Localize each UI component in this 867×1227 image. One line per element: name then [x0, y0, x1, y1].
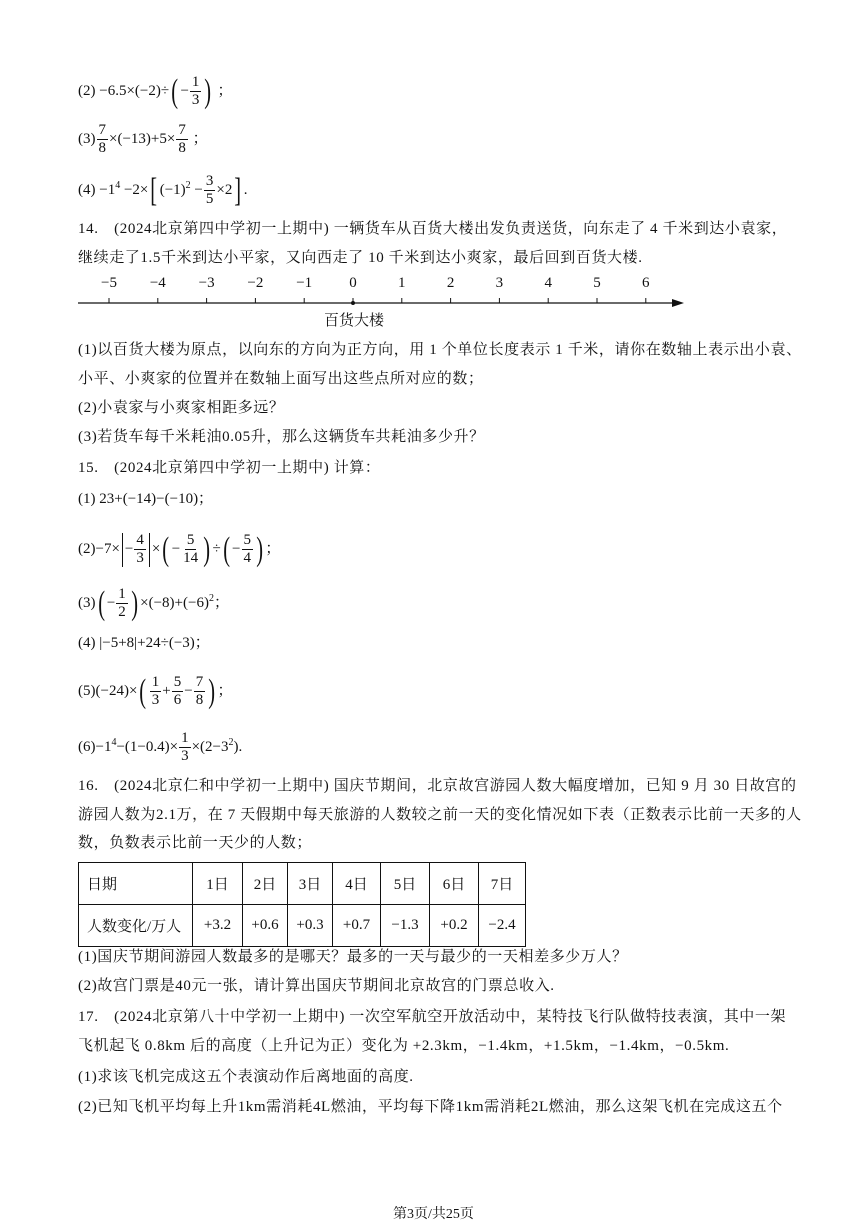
q15-part6: $(6)-1^4-(1-0.4)\times$ $\frac{1}{3}$ $\times(2-3^2)$.: [78, 730, 243, 764]
table-cell: +3.2: [193, 905, 243, 947]
axis-tick-label: 6: [642, 275, 650, 291]
table-cell: 5日: [381, 863, 430, 905]
table-header-cell: 日期: [79, 863, 193, 905]
q15-part5: (5)(−24)×( $\frac{1}{3}$ + $\frac{5}{6}$ − $\frac{7}{8}$ ) ；: [78, 672, 233, 710]
visitor-change-table: [78, 862, 526, 947]
axis-tick-label: −1: [296, 275, 313, 291]
q14-stem-line2: 继续走了1.5千米到达小平家，又向西走了 10 千米到达小爽家，最后回到百货大楼.: [78, 250, 643, 266]
table-cell: +0.2: [430, 905, 479, 947]
q15-part3: (3)( − $\frac{1}{2}$ ) $\times(-8)+(-6)^2$；: [78, 584, 229, 622]
page-number: 第3页/共25页: [393, 1207, 474, 1222]
q13-part3: (3) $\frac{7}{8}$ ×(−13)+5× $\frac{7}{8}$ ；: [78, 122, 208, 156]
table-cell: 2日: [243, 863, 288, 905]
table-cell: −2.4: [479, 905, 526, 947]
axis-tick-label: −2: [247, 275, 264, 291]
axis-tick-label: 5: [593, 275, 601, 291]
axis-tick-label: 3: [495, 275, 504, 291]
number-line: [0, 275, 867, 330]
table-cell: 4日: [333, 863, 381, 905]
q16-sub1: (1)国庆节期间游园人数最多的是哪天？最多的一天与最少的一天相差多少万人？: [78, 949, 628, 965]
q13-part4: $(4) -1^4 -2\times$[ $(-1)^2$ − $\frac{3}{5}$ ×2] .: [78, 171, 248, 209]
q17-stem-line2: 飞机起飞 0.8km 后的高度（上升记为正）变化为 +2.3km，−1.4km，+1.5km，−1.4km，−0.5km.: [78, 1038, 730, 1054]
table-row: [79, 863, 526, 905]
q14-sub3: (3)若货车每千米耗油0.05升，那么这辆货车共耗油多少升？: [78, 429, 485, 445]
q15-part4: (4) |−5+8|+24÷(−3)；: [78, 635, 210, 651]
number-line-svg: [0, 275, 867, 330]
table-cell: −1.3: [381, 905, 430, 947]
q17-sub1: (1)求该飞机完成这五个表演动作后离地面的高度.: [78, 1069, 414, 1085]
axis-tick-label: −5: [101, 275, 117, 291]
axis-origin-caption: 百货大楼: [324, 313, 385, 329]
table-cell: 1日: [193, 863, 243, 905]
axis-tick-label: −4: [149, 275, 166, 291]
table-row: [79, 905, 526, 947]
q15-stem: 15. (2024北京第四中学初一上期中) 计算：: [78, 460, 381, 476]
q14-sub1-line1: (1)以百货大楼为原点，以向东的方向为正方向，用 1 个单位长度表示 1 千米，请你在数轴上表示出小袁、: [78, 342, 802, 358]
q16-stem-line3: 数，负数表示比前一天少的人数；: [78, 835, 313, 851]
q17-stem-line1: 17. (2024北京第八十中学初一上期中) 一次空军航空开放活动中，某特技飞行队做特技表演，其中一架: [78, 1009, 787, 1025]
q16-stem-line2: 游园人数为2.1万，在 7 天假期中每天旅游的人数较之前一天的变化情况如下表（正数表示比前一天多的人: [78, 807, 802, 823]
q15-part1: (1) 23+(−14)−(−10)；: [78, 491, 214, 507]
q15-part2: (2)−7× − $\frac{4}{3}$ ×( − $\frac{5}{14}$ ) ÷( − $\frac{5}{4}$ ) ；: [78, 530, 281, 568]
table-cell: 6日: [430, 863, 479, 905]
table-cell: +0.7: [333, 905, 381, 947]
axis-tick-label: 0: [349, 275, 357, 291]
table-cell: +0.6: [243, 905, 288, 947]
origin-dot: [351, 301, 355, 305]
table-header-cell: 人数变化/万人: [79, 905, 193, 947]
axis-tick-label: 4: [544, 275, 552, 291]
axis-tick-label: 1: [398, 275, 406, 291]
table-cell: 7日: [479, 863, 526, 905]
q14-sub2: (2)小袁家与小爽家相距多远？: [78, 400, 285, 416]
q14-stem-line1: 14. (2024北京第四中学初一上期中) 一辆货车从百货大楼出发负责送货，向东走了 4 千米到达小袁家，: [78, 221, 788, 237]
table-cell: +0.3: [288, 905, 333, 947]
q16-stem-line1: 16. (2024北京仁和中学初一上期中) 国庆节期间，北京故宫游园人数大幅度增加，已知 9 月 30 日故宫的: [78, 778, 797, 794]
axis-tick-label: 2: [446, 275, 455, 291]
q14-sub1-line2: 小平、小爽家的位置并在数轴上面写出这些点所对应的数；: [78, 371, 484, 387]
q17-sub2: (2)已知飞机平均每上升1km需消耗4L燃油，平均每下降1km需消耗2L燃油，那么这架飞机在完成这五个: [78, 1099, 783, 1115]
q13-part2: (2) −6.5×(−2)÷( − $\frac{1}{3}$ ) ；: [78, 72, 233, 110]
axis-tick-label: −3: [198, 275, 215, 291]
q16-sub2: (2)故宫门票是40元一张，请计算出国庆节期间北京故宫的门票总收入.: [78, 978, 555, 994]
axis-arrow-icon: [672, 299, 684, 307]
table-cell: 3日: [288, 863, 333, 905]
